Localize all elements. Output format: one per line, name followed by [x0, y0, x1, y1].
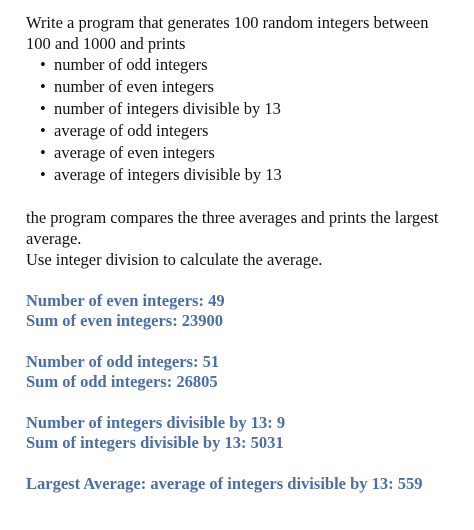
output-even-count: Number of even integers: 49 — [26, 291, 225, 310]
bullet-icon: • — [40, 99, 46, 118]
output-div13-block — [26, 413, 466, 453]
intro-line-1: Write a program that generates 100 random integers between — [26, 13, 429, 32]
output-odd-sum: Sum of odd integers: 26805 — [26, 372, 218, 391]
bullet-icon: • — [40, 55, 46, 74]
document-page — [26, 12, 466, 494]
spacer — [26, 392, 466, 413]
output-even-block — [26, 291, 466, 331]
output-odd-block — [26, 352, 466, 392]
list-item-text: number of odd integers — [54, 55, 208, 74]
list-item-text: number of even integers — [54, 77, 214, 96]
output-largest-average: Largest Average: average of integers divisible by 13: 559 — [26, 474, 423, 493]
list-item — [40, 164, 466, 186]
spacer — [26, 270, 466, 291]
bullet-icon: • — [40, 165, 46, 184]
list-item — [40, 54, 466, 76]
spacer — [26, 453, 466, 474]
output-div13-count: Number of integers divisible by 13: 9 — [26, 413, 286, 432]
intro-line-2: 100 and 1000 and prints — [26, 34, 186, 53]
bullet-icon: • — [40, 77, 46, 96]
list-item-text: average of odd integers — [54, 121, 209, 140]
list-item-text: average of integers divisible by 13 — [54, 165, 282, 184]
list-item-text: average of even integers — [54, 143, 215, 162]
output-div13-sum: Sum of integers divisible by 13: 5031 — [26, 433, 284, 452]
list-item-text: number of integers divisible by 13 — [54, 99, 281, 118]
output-even-sum: Sum of even integers: 23900 — [26, 311, 224, 330]
spacer — [26, 331, 466, 352]
requirements-list — [26, 54, 466, 186]
spacer — [26, 186, 466, 207]
list-item — [40, 120, 466, 142]
list-item — [40, 76, 466, 98]
instructions-line-2: average. — [26, 229, 82, 248]
list-item — [40, 98, 466, 120]
list-item — [40, 142, 466, 164]
output-odd-count: Number of odd integers: 51 — [26, 352, 220, 371]
instructions-line-1: the program compares the three averages and prints the largest — [26, 208, 439, 227]
instructions-line-3: Use integer division to calculate the average. — [26, 250, 323, 269]
bullet-icon: • — [40, 143, 46, 162]
bullet-icon: • — [40, 121, 46, 140]
